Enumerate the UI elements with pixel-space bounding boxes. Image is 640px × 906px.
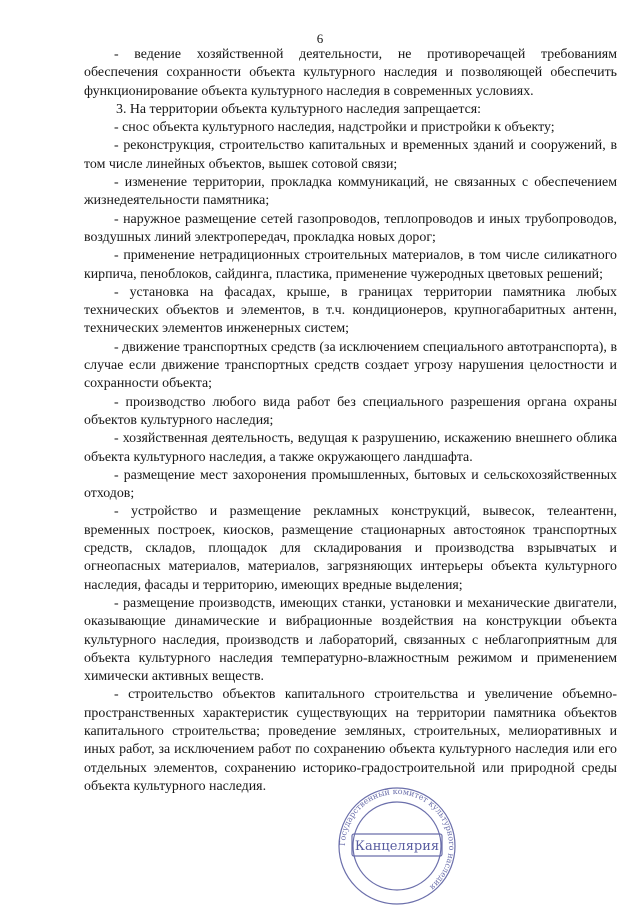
list-item-materials: - применение нетрадиционных строительных материалов, в том числе силикатного кирпича, пеноблоков, сайдинга, пластика, применение чужеродных цветовых решений; [84,248,617,282]
list-item-unauthorized-works: - производство любого вида работ без специального разрешения органа охраны объектов культурного наследия; [84,394,617,428]
page-number: 6 [316,31,324,46]
section-3-heading: 3. На территории объекта культурного наследия запрещается: [116,101,481,117]
list-item-demolition: - снос объекта культурного наследия, надстройки и пристройки к объекту; [114,120,555,136]
list-item-facade-installations: - установка на фасадах, крыше, в границах территории памятника любых технических объектов и элементов, в т.ч. кондиционеров, крупногабаритных антенн, технических элементов инженерных систем; [84,284,617,337]
list-item-pipelines: - наружное размещение сетей газопроводов, теплопроводов и иных трубопроводов, воздушных линий электропередач, прокладка новых дорог; [84,211,617,245]
list-item-territory-change: - изменение территории, прокладка коммуникаций, не связанных с обеспечением жизнедеятельности памятника; [84,175,617,209]
stamp-center-text: Канцелярия [354,839,440,854]
paragraph-economic-activity: - ведение хозяйственной деятельности, не противоречащей требованиям обеспечения сохранности объекта культурного наследия и позволяющей обеспечить функционирование объекта культурного наследия в современных условиях. [84,47,617,99]
list-item-destructive-activity: - хозяйственная деятельность, ведущая к разрушению, искажению внешнего облика объекта культурного наследия, а также окружающего ландшафта. [84,431,617,465]
list-item-production: - размещение производств, имеющих станки, установки и механические двигатели, оказывающие динамические и вибрационные воздействия на конструкции объекта культурного наследия, производств и лабораторий, связанных с неблагоприятным для объекта культурного наследия температурно-влажностным режимом и применением химически активных веществ. [84,595,617,685]
list-item-traffic: - движение транспортных средств (за исключением специального автотранспорта), в случае если движение транспортных средств создает угрозу нарушения целостности и сохранности объекта; [84,339,617,392]
list-item-reconstruction: - реконструкция, строительство капитальных и временных зданий и сооружений, в том числе линейных объектов, вышек сотовой связи; [84,138,617,172]
office-stamp [322,786,472,906]
stamp-ring-text: Государственный комитет культурного наследия [337,786,457,893]
list-item-capital-construction: - строительство объектов капитального строительства и увеличение объемно-пространственных характеристик существующих на территории памятника объектов капитального строительства; проведение земляных, строительных, мелиоративных и иных работ, за исключением работ по сохранению объекта культурного наследия или его отдельных элементов, сохранению историко-градостроительной или природной среды объекта культурного наследия. [84,687,617,794]
list-item-advertising: - устройство и размещение рекламных конструкций, вывесок, телеантенн, временных построек, киосков, размещение стационарных автостоянок транспортных средств, складов, площадок для складирования и производства взрывчатых и огнеопасных материалов, материалов, загрязняющих интерьеры объекта культурного наследия, фасады и территорию, имеющих вредные выделения; [84,504,617,593]
stamp-seal-icon [322,786,472,906]
list-item-waste-disposal: - размещение мест захоронения промышленных, бытовых и сельскохозяйственных отходов; [84,467,617,502]
document-body [84,46,617,796]
